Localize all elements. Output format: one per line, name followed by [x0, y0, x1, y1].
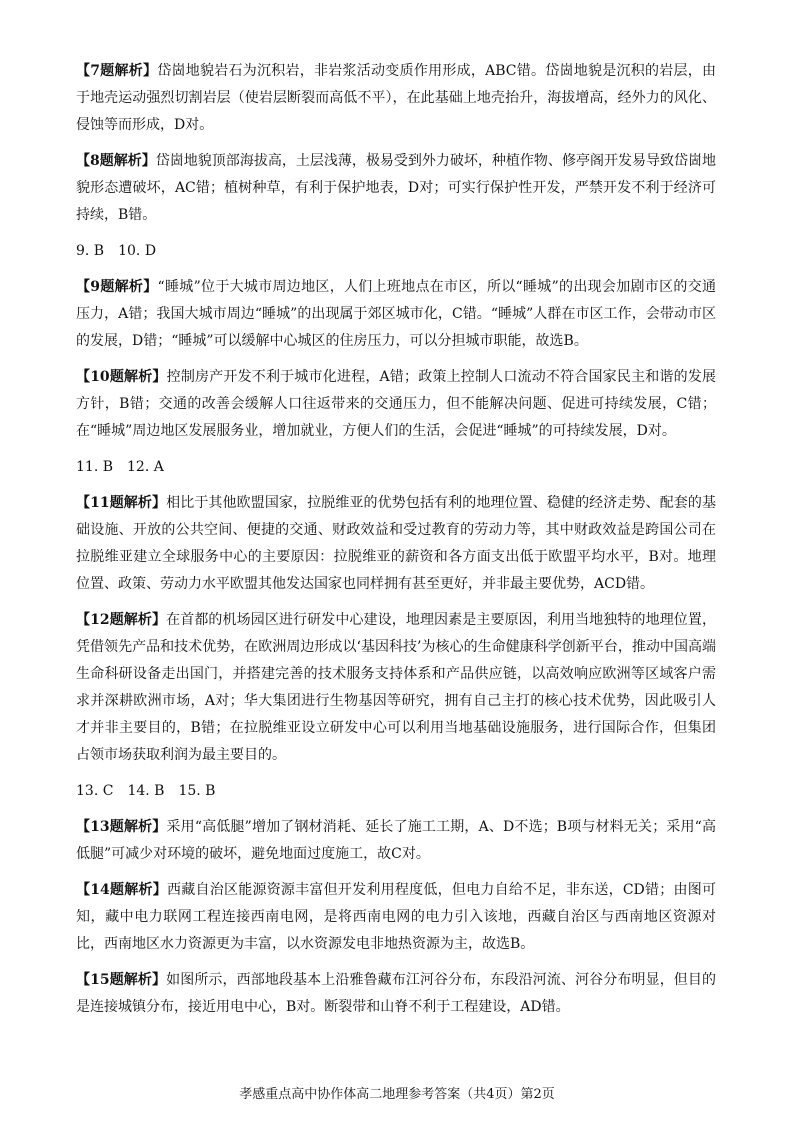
- q13-text: 采用“高低腿”增加了钢材消耗、延长了施工工期，A、D不选；B项与材料无关；采用“高低腿”可减少对环境的破坏，避免地面过度施工，故C对。: [76, 819, 717, 862]
- q14-text: 西藏自治区能源资源丰富但开发利用程度低，但电力自给不足，非东送，CD错；由图可知，藏中电力联网工程连接西南电网，是将西南电网的电力引入该地，西藏自治区与西南地区资源对比，西南地区水力资源更为丰富，以水资源发电非地热资源为主，故选B。: [76, 882, 717, 952]
- q8-tag: 【8题解析】: [76, 153, 156, 169]
- answer-13: 13. C: [76, 783, 114, 799]
- q15-tag: 【15题解析】: [76, 972, 167, 988]
- q11-tag: 【11题解析】: [76, 495, 167, 511]
- answers-9-10: [76, 238, 716, 265]
- answer-15: 15. B: [178, 783, 216, 799]
- analysis-q15: [76, 967, 716, 1021]
- answer-12: 12. A: [127, 459, 164, 475]
- answer-content: [76, 58, 716, 1021]
- q9-tag: 【9题解析】: [76, 279, 158, 295]
- analysis-q11: [76, 490, 716, 598]
- analysis-q8: [76, 148, 716, 229]
- q10-text: 控制房产开发不利于城市化进程，A错；政策上控制人口流动不符合国家民主和谐的发展方针，B错；交通的改善会缓解人口往返带来的交通压力，但不能解决问题、促进可持续发展，C错；在“睡城”周边地区发展服务业，增加就业，方便人们的生活，会促进“睡城”的可持续发展，D对。: [76, 369, 717, 439]
- q12-tag: 【12题解析】: [76, 612, 167, 628]
- q13-tag: 【13题解析】: [76, 819, 167, 835]
- answers-11-12: [76, 454, 716, 481]
- q11-text: 相比于其他欧盟国家，拉脱维亚的优势包括有利的地理位置、稳健的经济走势、配套的基础设施、开放的公共空间、便捷的交通、财政效益和受过教育的劳动力等，其中财政效益是跨国公司在拉脱维亚建立全球服务中心的主要原因：拉脱维亚的薪资和各方面支出低于欧盟平均水平，B对。地理位置、政策、劳动力水平欧盟其他发达国家也同样拥有甚至更好，并非最主要优势，ACD错。: [76, 495, 717, 592]
- answer-9: 9. B: [76, 243, 105, 259]
- analysis-q7: [76, 58, 716, 139]
- answer-10: 10. D: [118, 243, 157, 259]
- analysis-q12: [76, 607, 716, 769]
- answer-14: 14. B: [127, 783, 165, 799]
- analysis-q9: [76, 274, 716, 355]
- q7-tag: 【7题解析】: [76, 63, 158, 79]
- analysis-q10: [76, 364, 716, 445]
- q9-text: “睡城”位于大城市周边地区，人们上班地点在市区，所以“睡城”的出现会加剧市区的交通压力，A错；我国大城市周边“睡城”的出现属于郊区城市化，C错。“睡城”人群在市区工作，会带动市区的发展，D错；“睡城”可以缓解中心城区的住房压力，可以分担城市职能，故选B。: [76, 279, 716, 349]
- page-footer: 孝感重点高中协作体高二地理参考答案（共4页）第2页: [239, 1087, 555, 1102]
- answers-13-15: [76, 778, 716, 805]
- answer-11: 11. B: [76, 459, 114, 475]
- q14-tag: 【14题解析】: [76, 882, 167, 898]
- q12-text: 在首都的机场园区进行研发中心建设，地理因素是主要原因，利用当地独特的地理位置，凭借领先产品和技术优势，在欧洲周边形成以‘基因科技’为核心的生命健康科学创新平台，推动中国高端生命科研设备走出国门，并搭建完善的技术服务支持体系和产品供应链，以高效响应欧洲等区域客户需求并深耕欧洲市场，A对；华大集团进行生物基因等研究，拥有自己主打的核心技术优势，因此吸引人才并非主要目的，B错；在拉脱维亚设立研发中心可以利用当地基础设施服务，进行国际合作，但集团占领市场获取利润为最主要目的。: [76, 612, 717, 763]
- q8-text: 岱崮地貌顶部海拔高，土层浅薄，极易受到外力破坏，种植作物、修亭阁开发易导致岱崮地貌形态遭破坏，AC错；植树种草，有利于保护地表，D对；可实行保护性开发，严禁开发不利于经济可持续，B错。: [76, 153, 716, 223]
- analysis-q14: [76, 877, 716, 958]
- q7-text: 岱崮地貌岩石为沉积岩，非岩浆活动变质作用形成，ABC错。岱崮地貌是沉积的岩层，由于地壳运动强烈切割岩层（使岩层断裂而高低不平），在此基础上地壳抬升，海拔增高，经外力的风化、侵蚀等而形成，D对。: [76, 63, 716, 133]
- q15-text: 如图所示，西部地段基本上沿雅鲁藏布江河谷分布，东段沿河流、河谷分布明显，但目的是连接城镇分布，接近用电中心，B对。断裂带和山脊不利于工程建设，AD错。: [76, 972, 717, 1015]
- q10-tag: 【10题解析】: [76, 369, 167, 385]
- analysis-q13: [76, 814, 716, 868]
